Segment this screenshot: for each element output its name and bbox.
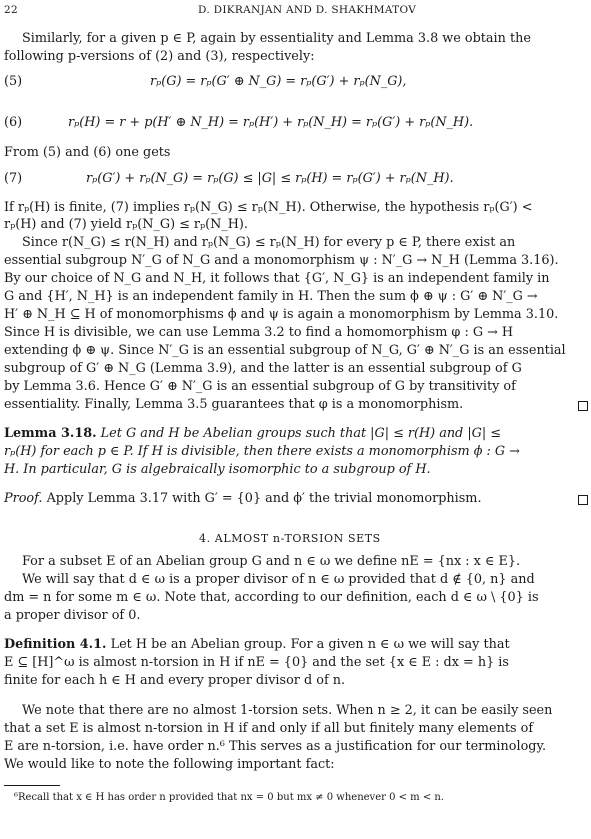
text-line: We would like to note the following important fact: (4, 757, 335, 772)
equation-label: (7) (4, 171, 23, 186)
text-line: H′ ⊕ N_H ⊆ H of monomorphisms ϕ and ψ is again a monomorphism by Lemma 3.10. (4, 307, 559, 322)
lemma-label: Lemma 3.18. (4, 426, 97, 441)
text-line: essential subgroup N′_G of N_G and a monomorphism ψ : N′_G → N_H (Lemma 3.16). (4, 253, 559, 268)
text-line: rₚ(H) and (7) yield rₚ(N_G) ≤ rₚ(N_H). (4, 217, 248, 232)
text-line: Since r(N_G) ≤ r(N_H) and rₚ(N_G) ≤ rₚ(N_H) for every p ∈ P, there exist an (22, 235, 516, 250)
text-line: By our choice of N_G and N_H, it follows that {G′, N_G} is an independent family in (4, 271, 550, 286)
qed-box-icon (578, 401, 588, 411)
text-line: dm = n for some m ∈ ω. Note that, according to our definition, each d ∈ ω \ {0} is (4, 590, 539, 605)
text-line: E are n-torsion, i.e. have order n.⁶ This serves as a justification for our terminology. (4, 739, 547, 754)
text-line: extending ϕ ⊕ ψ. Since N′_G is an essential subgroup of N_G, G′ ⊕ N′_G is an essential (4, 343, 566, 358)
equation-label: (6) (4, 115, 23, 130)
equation-6: rₚ(H) = r + p(H′ ⊕ N_H) = rₚ(H′) + rₚ(N_H) = rₚ(G′) + rₚ(N_H). (68, 115, 474, 130)
text-line: Since H is divisible, we can use Lemma 3.2 to find a homomorphism φ : G → H (4, 325, 514, 340)
text-line: essentiality. Finally, Lemma 3.5 guarantees that φ is a monomorphism. (4, 397, 464, 412)
proof-label: Proof. (4, 491, 43, 506)
page-number: 22 (4, 4, 18, 16)
text-line: E ⊆ [H]^ω is almost n-torsion in H if nE = {0} and the set {x ∈ E : dx = h} is (4, 655, 509, 670)
text-line: G and {H′, N_H} is an independent family in H. Then the sum ϕ ⊕ ψ : G′ ⊕ N′_G → (4, 289, 538, 304)
text-line: From (5) and (6) one gets (4, 145, 171, 160)
text-line: by Lemma 3.6. Hence G′ ⊕ N′_G is an essential subgroup of G by transitivity of (4, 379, 516, 394)
footnote: ⁶Recall that x ∈ H has order n provided that nx = 0 but mx ≠ 0 whenever 0 < m < n. (14, 792, 445, 803)
text-line: We will say that d ∈ ω is a proper divisor of n ∈ ω provided that d ∉ {0, n} and (22, 572, 535, 587)
definition-label: Definition 4.1. (4, 637, 107, 652)
lemma-3-18 (4, 426, 501, 442)
running-title: D. DIKRANJAN AND D. SHAKHMATOV (198, 4, 417, 16)
equation-5: rₚ(G) = rₚ(G′ ⊕ N_G) = rₚ(G′) + rₚ(N_G), (150, 74, 407, 89)
text-line: that a set E is almost n-torsion in H if and only if all but finitely many elements of (4, 721, 534, 736)
text-line: Similarly, for a given p ∈ P, again by essentiality and Lemma 3.8 we obtain the (22, 31, 531, 46)
footnote-rule (4, 785, 60, 786)
equation-label: (5) (4, 74, 23, 89)
definition-statement: Let H be an Abelian group. For a given n ∈ ω we will say that (110, 637, 510, 652)
text-line: subgroup of G′ ⊕ N_G (Lemma 3.9), and the latter is an essential subgroup of G (4, 361, 522, 376)
text-line: following p-versions of (2) and (3), respectively: (4, 49, 315, 64)
text-line: finite for each h ∈ H and every proper divisor d of n. (4, 673, 346, 688)
text-line: H. In particular, G is algebraically isomorphic to a subgroup of H. (4, 462, 431, 477)
text-line: a proper divisor of 0. (4, 608, 141, 623)
equation-7: rₚ(G′) + rₚ(N_G) = rₚ(G) ≤ |G| ≤ rₚ(H) = rₚ(G′) + rₚ(N_H). (86, 171, 454, 186)
definition-4-1 (4, 637, 510, 653)
section-title: 4. ALMOST n-TORSION SETS (199, 532, 381, 545)
proof-text: Apply Lemma 3.17 with G′ = {0} and ϕ′ the trivial monomorphism. (46, 491, 482, 506)
text-line: rₚ(H) for each p ∈ P. If H is divisible, then there exists a monomorphism ϕ : G → (4, 444, 520, 459)
text-line: If rₚ(H) is finite, (7) implies rₚ(N_G) ≤ rₚ(N_H). Otherwise, the hypothesis rₚ(G′) < (4, 200, 533, 215)
lemma-statement: Let G and H be Abelian groups such that |G| ≤ r(H) and |G| ≤ (100, 426, 501, 441)
proof (4, 491, 482, 507)
text-line: We note that there are no almost 1-torsion sets. When n ≥ 2, it can be easily seen (22, 703, 553, 718)
qed-box-icon (578, 495, 588, 505)
text-line: For a subset E of an Abelian group G and n ∈ ω we define nE = {nx : x ∈ E}. (22, 554, 521, 569)
